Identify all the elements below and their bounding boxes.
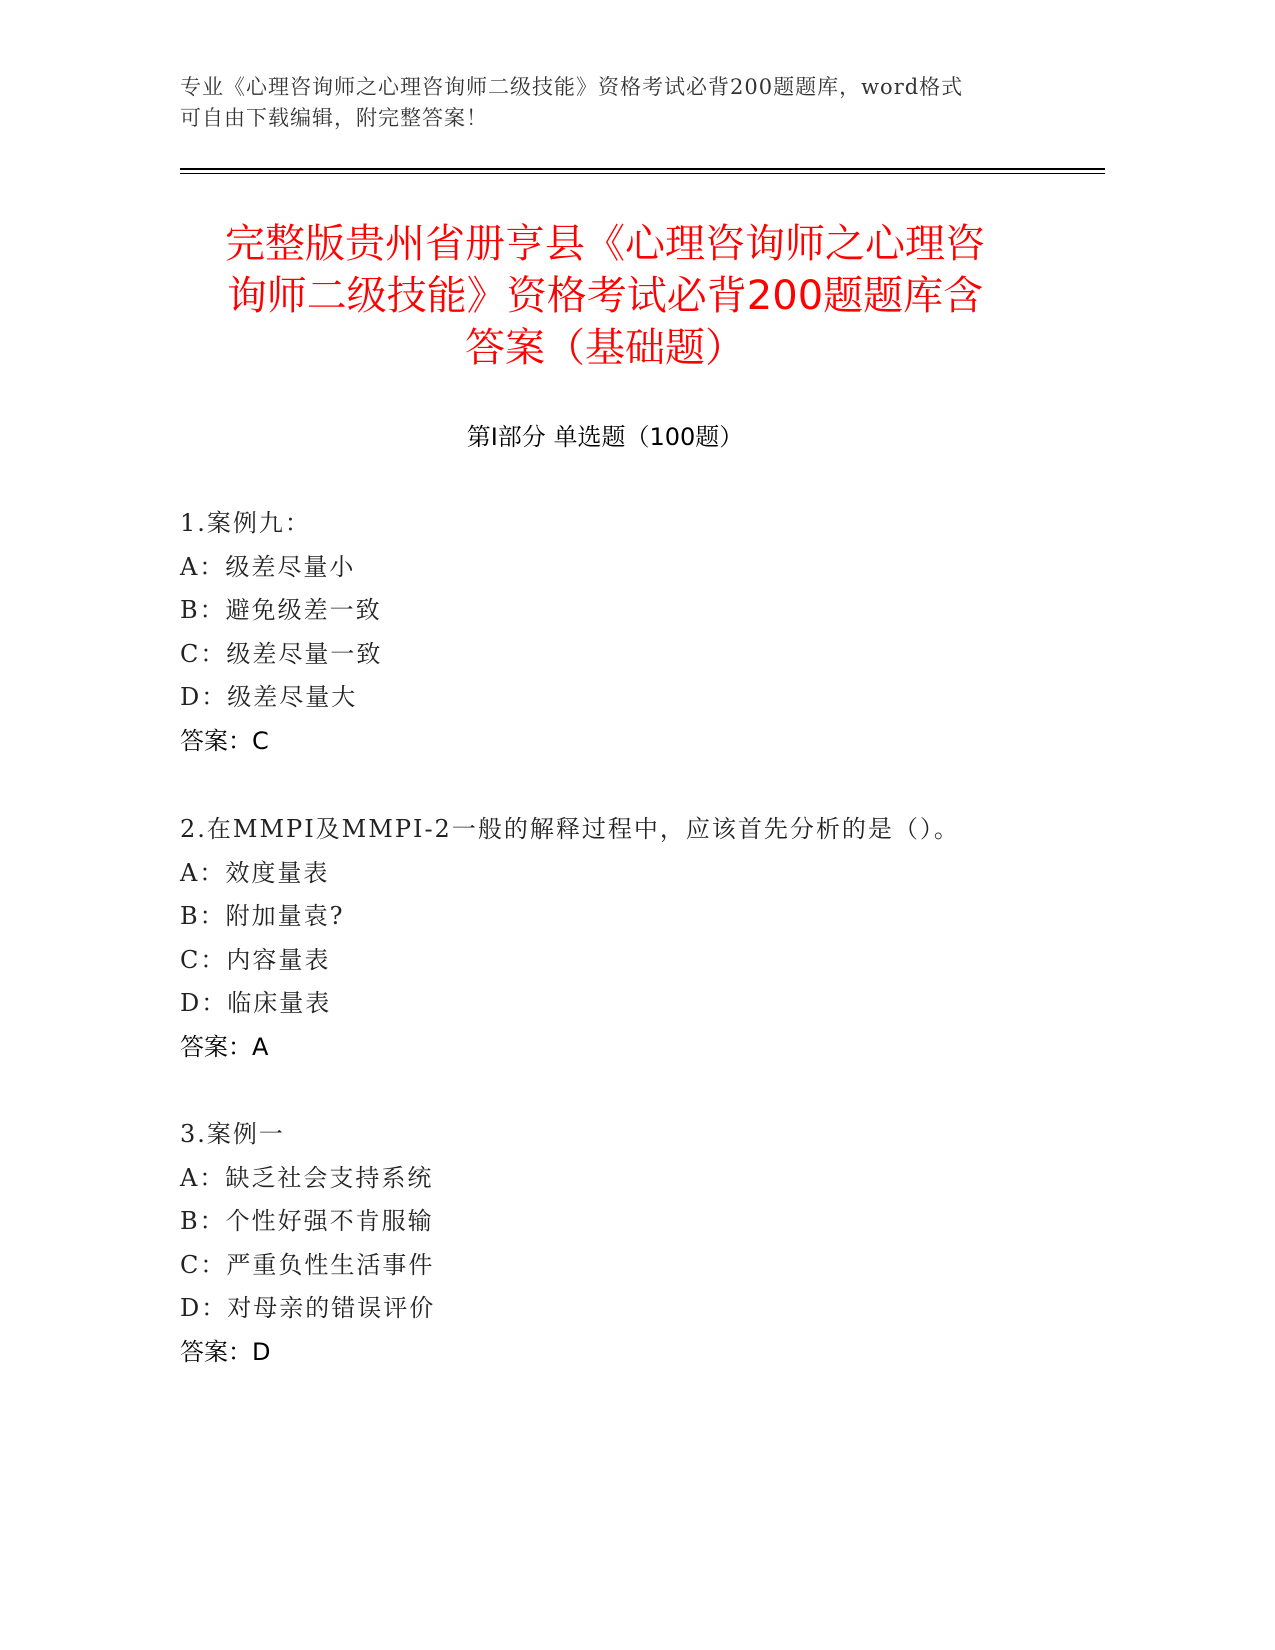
question-stem: 3.案例一 — [180, 1120, 285, 1148]
option-d: D：对母亲的错误评价 — [180, 1294, 436, 1322]
option-b: B：个性好强不肯服输 — [180, 1207, 434, 1235]
option-c: C：级差尽量一致 — [180, 639, 383, 668]
header-divider-thick — [180, 168, 1105, 170]
question-1 — [180, 502, 1080, 763]
document-title — [180, 218, 1030, 374]
header-divider-thin — [180, 173, 1105, 174]
header-note-line-2: 可自由下载编辑，附完整答案！ — [180, 106, 488, 130]
option-a: A：效度量表 — [180, 858, 330, 887]
question-stem: 2.在MMPI及MMPI-2一般的解释过程中，应该首先分析的是（）。 — [180, 815, 960, 843]
question-2 — [180, 808, 1080, 1069]
answer: 答案：A — [180, 1032, 269, 1061]
option-c: C：内容量表 — [180, 945, 331, 974]
title-line-2: 询师二级技能》资格考试必背200题题库含 — [226, 273, 984, 319]
header-note-line-1: 专业《心理咨询师之心理咨询师二级技能》资格考试必背200题题库，word格式 — [180, 75, 964, 99]
option-a: A：缺乏社会支持系统 — [180, 1163, 434, 1192]
option-c: C：严重负性生活事件 — [180, 1250, 435, 1279]
question-3 — [180, 1113, 1080, 1374]
option-a: A：级差尽量小 — [180, 552, 356, 581]
header-note — [180, 72, 1040, 134]
title-line-3: 答案（基础题） — [465, 325, 745, 371]
option-d: D：级差尽量大 — [180, 683, 358, 711]
title-line-1: 完整版贵州省册亨县《心理咨询师之心理咨 — [225, 221, 985, 267]
option-b: B：附加量袁? — [180, 902, 345, 930]
option-b: B：避免级差一致 — [180, 596, 382, 624]
section-heading: 第Ⅰ部分 单选题（100题） — [466, 423, 744, 451]
answer: 答案：C — [180, 726, 269, 755]
answer: 答案：D — [180, 1337, 271, 1366]
option-d: D：临床量表 — [180, 989, 332, 1017]
question-stem: 1.案例九： — [180, 509, 311, 537]
